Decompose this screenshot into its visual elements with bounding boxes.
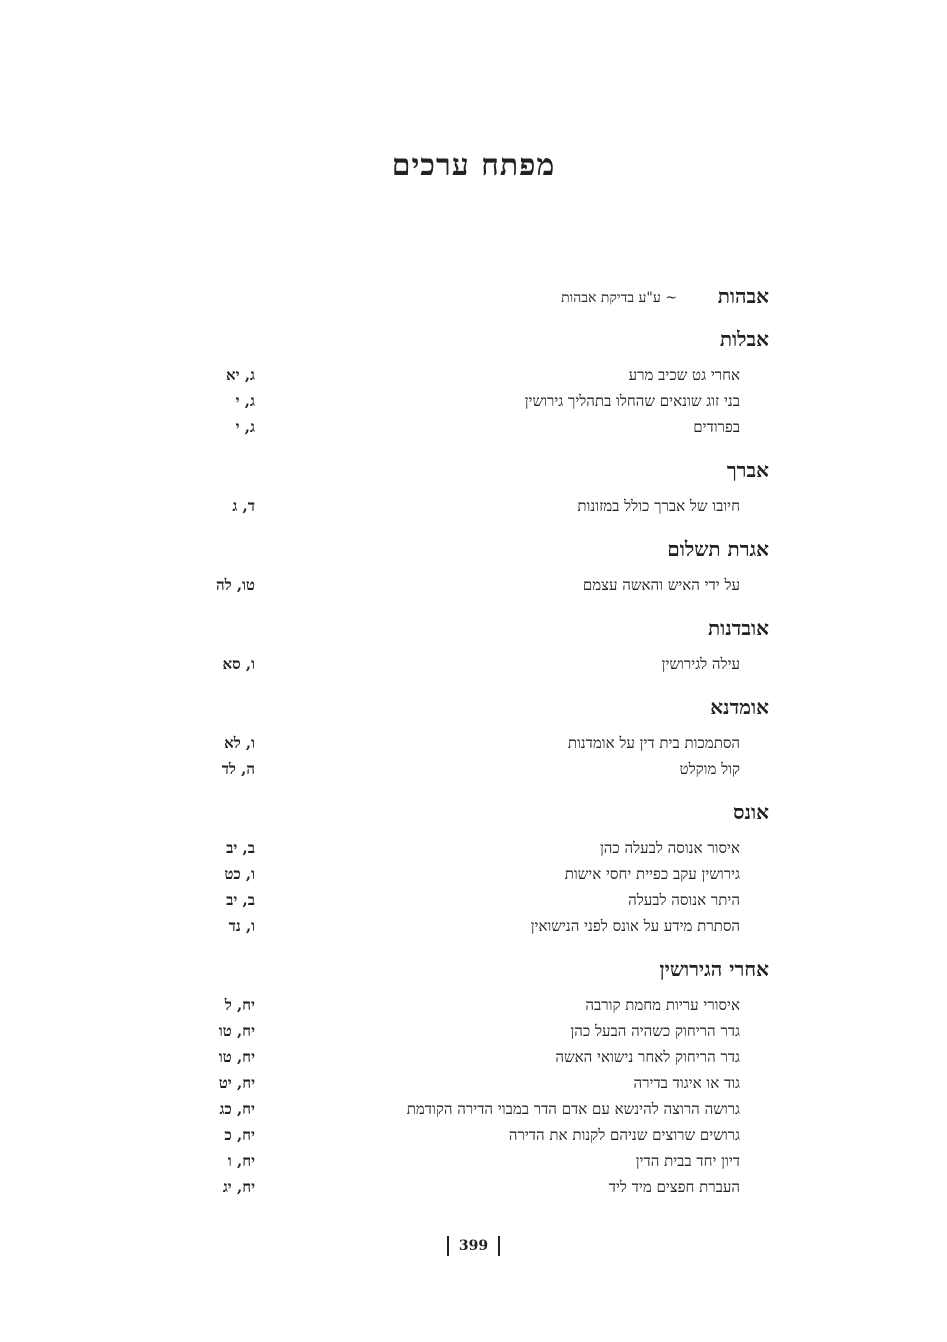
section-heading-row <box>0 537 947 563</box>
index-entry <box>0 888 947 914</box>
entry-reference: ג, יא <box>226 366 255 384</box>
entry-reference: יח, כ <box>224 1126 255 1144</box>
entry-text: איסור אנוסה לבעלה כהן <box>599 839 740 857</box>
entry-reference: ו, לא <box>224 734 255 752</box>
index-entry <box>0 363 947 389</box>
index-entry <box>0 389 947 415</box>
entry-text: איסורי עריות מחמת קורבה <box>585 996 740 1014</box>
index-entry <box>0 1019 947 1045</box>
index-entry <box>0 862 947 888</box>
index-entry <box>0 1175 947 1201</box>
entry-reference: ב, יב <box>226 891 255 909</box>
index-entry <box>0 415 947 441</box>
section-heading: אגרת תשלום <box>667 537 769 561</box>
entry-text: חיובו של אברך כולל במזונות <box>577 497 740 515</box>
entry-text: גרושה הרוצה להינשא עם אדם הדר במבוי הדירה הקודמת <box>406 1100 740 1118</box>
index-entry <box>0 836 947 862</box>
index-section <box>0 695 947 783</box>
entry-reference: ו, סא <box>222 655 255 673</box>
entry-reference: יח, כג <box>219 1100 255 1118</box>
section-heading-row <box>0 458 947 484</box>
index-section <box>0 616 947 678</box>
see-also-term: אבהות <box>717 284 769 308</box>
index-entry <box>0 757 947 783</box>
entry-reference: יח, יג <box>222 1178 255 1196</box>
section-heading-row <box>0 327 947 353</box>
index-section <box>0 327 947 441</box>
entry-text: בני זוג שונאים שהחלו בתהליך גירושין <box>524 392 740 410</box>
section-heading: אברך <box>726 458 769 482</box>
entry-reference: יח, יט <box>218 1074 255 1092</box>
entry-reference: ה, לד <box>221 760 255 778</box>
section-heading: אחרי הגירושין <box>659 957 769 981</box>
entry-reference: טו, לה <box>216 576 255 594</box>
entry-text: גירושין עקב כפיית יחסי אישות <box>564 865 740 883</box>
section-heading-row <box>0 695 947 721</box>
index-section <box>0 800 947 940</box>
entry-text: קול מוקלט <box>679 760 740 778</box>
index-entry <box>0 1097 947 1123</box>
entry-text: גוד או איגוד בדירה <box>633 1074 740 1092</box>
page-number-footer <box>0 1236 947 1256</box>
entry-reference: ג, י <box>235 392 255 410</box>
index-section <box>0 537 947 599</box>
page-number-divider <box>447 1236 449 1256</box>
entry-text: העברת חפצים מיד ליד <box>608 1178 740 1196</box>
entry-text: דיון יחד בבית הדין <box>635 1152 740 1170</box>
entry-text: היתר אנוסה לבעלה <box>628 891 740 909</box>
see-also-entry <box>0 284 947 310</box>
subject-index <box>0 284 947 1201</box>
entry-reference: יח, טו <box>218 1022 255 1040</box>
index-entry <box>0 993 947 1019</box>
entry-text: הסתרת מידע על אונס לפני הנישואין <box>530 917 740 935</box>
entry-reference: ב, יב <box>226 839 255 857</box>
entry-text: גדר הריחוק לאחר נישואי האשה <box>555 1048 740 1066</box>
entry-text: על ידי האיש והאשה עצמם <box>582 576 740 594</box>
entry-text: בפרודים <box>693 418 740 436</box>
section-heading-row <box>0 800 947 826</box>
index-entry <box>0 1149 947 1175</box>
section-heading: אומדנא <box>710 695 769 719</box>
entry-reference: ו, כט <box>224 865 255 883</box>
see-also-separator: ~ <box>665 290 677 306</box>
index-entry <box>0 494 947 520</box>
entry-reference: יח, ל <box>224 996 255 1014</box>
entry-reference: ג, י <box>235 418 255 436</box>
see-also-note: ע"ע בדיקת אבהות <box>561 290 661 306</box>
section-heading: אובדנות <box>707 616 769 640</box>
section-heading: אבלות <box>719 327 769 351</box>
section-heading-row <box>0 957 947 983</box>
entry-reference: ו, נד <box>228 917 255 935</box>
index-entry <box>0 652 947 678</box>
entry-text: גרושים שרוצים שניהם לקנות את הדירה <box>508 1126 740 1144</box>
entry-text: אחרי גט שכיב מרע <box>628 366 740 384</box>
index-entry <box>0 731 947 757</box>
index-section <box>0 458 947 520</box>
index-entry <box>0 1071 947 1097</box>
section-heading-row <box>0 616 947 642</box>
see-also-reference <box>561 290 677 307</box>
index-entry <box>0 1045 947 1071</box>
entry-text: גדר הריחוק כשהיה הבעל כהן <box>570 1022 740 1040</box>
entry-reference: ד, ג <box>232 497 255 515</box>
entry-reference: יח, טו <box>218 1048 255 1066</box>
entry-text: הסתמכות בית דין על אומדנות <box>567 734 740 752</box>
page-number-divider <box>498 1236 500 1256</box>
index-entry <box>0 1123 947 1149</box>
entry-reference: יח, ו <box>227 1152 255 1170</box>
index-section <box>0 957 947 1201</box>
index-entry <box>0 573 947 599</box>
index-entry <box>0 914 947 940</box>
page-title: מפתח ערכים <box>391 148 556 183</box>
page-number: 399 <box>458 1238 489 1254</box>
entry-text: עילה לגירושין <box>661 655 740 673</box>
section-heading: אונס <box>733 800 769 824</box>
